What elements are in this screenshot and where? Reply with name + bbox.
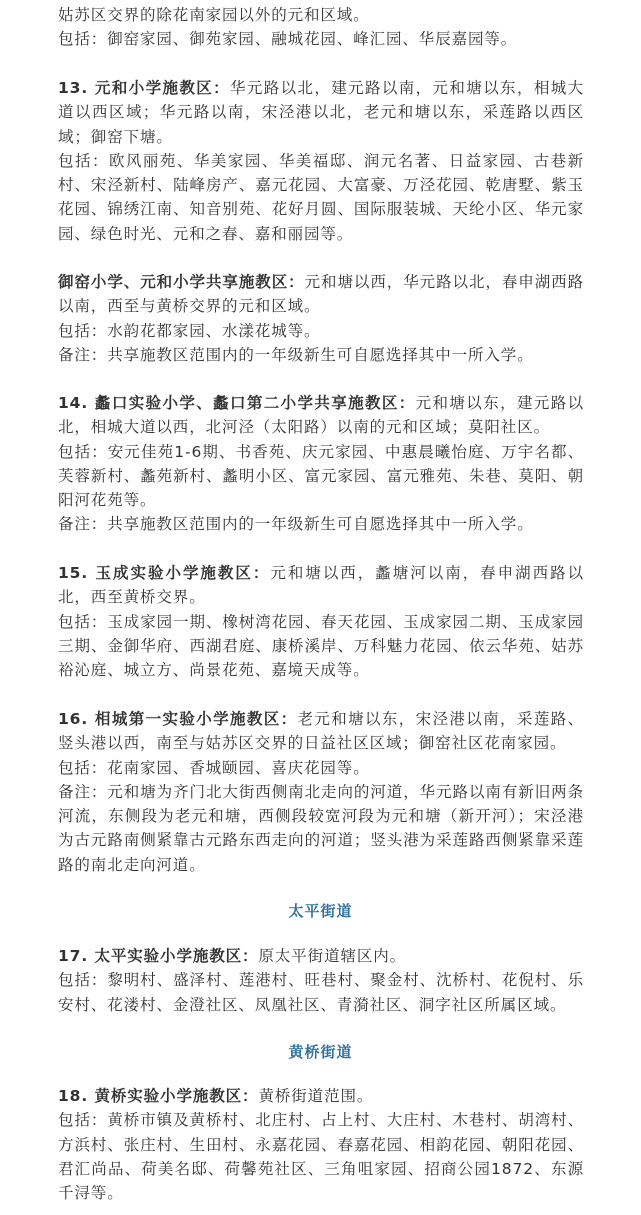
- district-18: [58, 1084, 584, 1205]
- district-16-range: 16. 相城第一实验小学施教区：老元和塘以东，宋泾港以南，采莲路、竖头港以西，南至与姑苏区交界的日益社区区域；御窑社区花南家园。: [58, 710, 584, 753]
- district-14-range: 14. 蠡口实验小学、蠡口第二小学共享施教区：元和塘以东，建元路以北，相城大道以西，北河泾（太阳路）以南的元和区域；莫阳社区。: [58, 394, 584, 437]
- intro-includes: 包括：御窑家园、御苑家园、融城花园、峰汇园、华辰嘉园等。: [58, 30, 518, 49]
- district-17-title: 17. 太平实验小学施教区：: [58, 947, 259, 965]
- district-18-includes: 包括：黄桥市镇及黄桥村、北庄村、占上村、大庄村、木巷村、胡湾村、方浜村、张庄村、生田村、永嘉花园、春嘉花园、相韵花园、朝阳花园、君汇尚品、荷美名邸、荷馨苑社区、三角咀家园、招商公园1872、东源千浔等。: [58, 1111, 584, 1203]
- district-18-title: 18. 黄桥实验小学施教区：: [58, 1087, 259, 1105]
- district-14-title: 14. 蠡口实验小学、蠡口第二小学共享施教区：: [58, 394, 416, 412]
- district-16-note: 备注：元和塘为齐门北大街西侧南北走向的河道，华元路以南有新旧两条河流，东侧段为老元和塘，西侧段较宽河段为元和塘（新开河）；宋泾港为古元路南侧紧靠古元路东西走向的河道；竖头港为采莲路西侧紧靠采莲路的南北走向河道。: [58, 782, 584, 874]
- district-13: [58, 76, 584, 246]
- district-15: [58, 561, 584, 682]
- shared1-note: 备注：共享施教区范围内的一年级新生可自愿选择其中一所入学。: [58, 345, 534, 364]
- district-16: [58, 707, 584, 877]
- shared1-includes: 包括：水韵花都家园、水漾花城等。: [58, 321, 321, 340]
- district-14-note: 备注：共享施教区范围内的一年级新生可自愿选择其中一所入学。: [58, 515, 534, 534]
- district-17-includes: 包括：黎明村、盛泽村、莲港村、旺巷村、聚金村、沈桥村、花倪村、乐安村、花溇村、金澄社区、凤凰社区、青漪社区、洞字社区所属区域。: [58, 971, 584, 1014]
- district-13-title: 13. 元和小学施教区：: [58, 79, 230, 97]
- district-14-includes: 包括：安元佳苑1-6期、书香苑、庆元家园、中惠晨曦怡庭、万宇名都、芙蓉新村、蠡苑新村、蠡明小区、富元家园、富元雅苑、朱巷、莫阳、朝阳河花苑等。: [58, 442, 584, 510]
- shared1-range: 御窑小学、元和小学共享施教区：元和塘以西，华元路以北，春申湖西路以南，西至与黄桥交界的元和区域。: [58, 273, 584, 316]
- intro-section: [58, 3, 584, 52]
- district-13-range: 13. 元和小学施教区：华元路以北，建元路以南，元和塘以东，相城大道以西区域；华元路以南，宋泾港以北，老元和塘以东，采莲路以西区域；御窑下塘。: [58, 79, 584, 146]
- district-17-range: 17. 太平实验小学施教区：原太平街道辖区内。: [58, 947, 407, 965]
- district-18-range: 18. 黄桥实验小学施教区：黄桥街道范围。: [58, 1087, 374, 1105]
- intro-line: 姑苏区交界的除花南家园以外的元和区域。: [58, 6, 370, 24]
- district-17: [58, 944, 584, 1017]
- district-16-title: 16. 相城第一实验小学施教区：: [58, 710, 298, 728]
- district-15-includes: 包括：玉成家园一期、橡树湾花园、春天花园、玉成家园二期、玉成家园三期、金御华府、西湖君庭、康桥溪岸、万科魅力花园、依云华苑、姑苏裕沁庭、城立方、尚景花苑、嘉境天成等。: [58, 612, 584, 680]
- district-13-includes: 包括：欧风丽苑、华美家园、华美福邸、润元名著、日益家园、古巷新村、宋泾新村、陆峰房产、嘉元花园、大富豪、万泾花园、乾唐墅、紫玉花园、锦绣江南、知音别苑、花好月圆、国际服装城、天纶小区、华元家园、绿色时光、元和之春、嘉和丽园等。: [58, 151, 584, 243]
- shared1-title: 御窑小学、元和小学共享施教区：: [58, 273, 305, 291]
- district-15-title: 15. 玉成实验小学施教区：: [58, 564, 271, 582]
- district-15-range: 15. 玉成实验小学施教区：元和塘以西，蠡塘河以南，春申湖西路以北，西至黄桥交界。: [58, 564, 584, 607]
- district-16-includes: 包括：花南家园、香城颐园、喜庆花园等。: [58, 758, 370, 777]
- shared-district-yuyao-yuanhe: [58, 270, 584, 367]
- district-14: [58, 391, 584, 537]
- heading-taiping: 太平街道: [288, 902, 353, 920]
- heading-huangqiao: 黄桥街道: [288, 1043, 353, 1061]
